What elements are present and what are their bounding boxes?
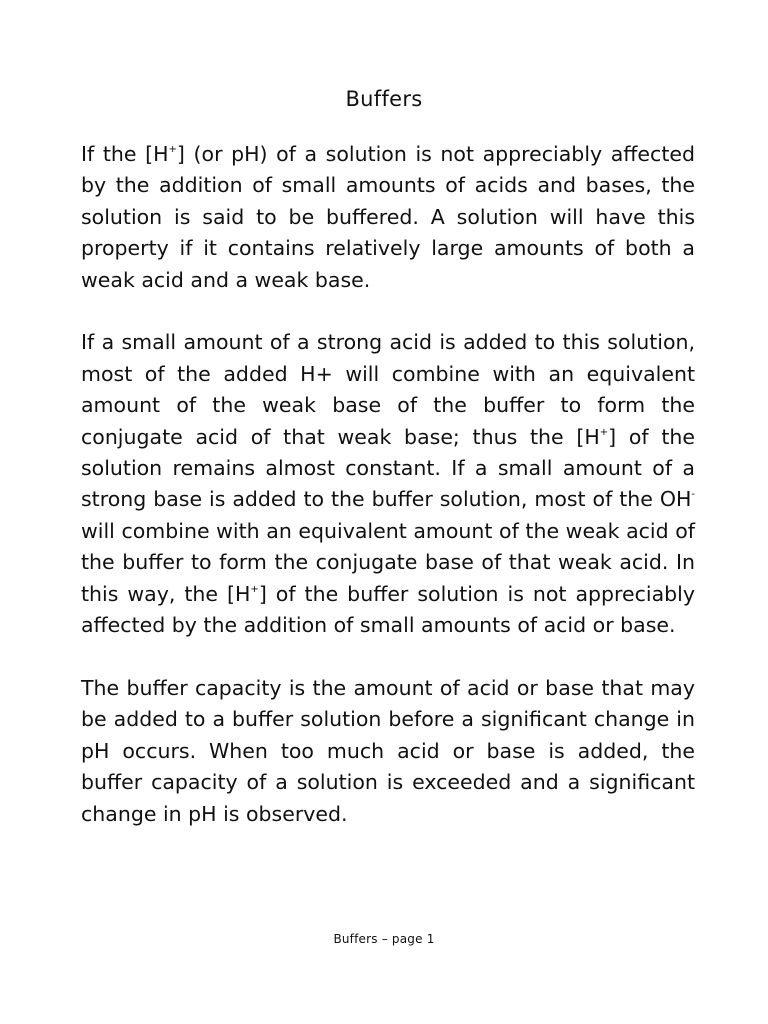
paragraph-definition [81,139,695,296]
text-segment: If the [H [81,142,169,166]
text-segment: The buffer capacity is the amount of acid or base that may be added to a buffer solution before a significant change in pH occurs. When too much acid or base is added, the buffer capacity of a solution is exceeded and a significant change in pH is observed. [81,675,695,826]
superscript-charge: + [250,583,259,595]
text-segment: ] of the solution remains almost constant. If a small amount of a strong base is added to the buffer solution, most of the OH [81,424,695,512]
paragraph-buffer-capacity [81,673,695,830]
text-segment: ] of the buffer solution is not appreciably affected by the addition of small amounts of acid or base. [81,581,695,638]
page-title: Buffers [345,87,423,111]
body-text [81,139,695,830]
text-segment: If a small amount of a strong acid is added to this solution, most of the added H+ will combine with an equivalent amount of the weak base of the buffer to form the conjugate acid of that weak base; thus the [H [81,330,695,449]
page-footer: Buffers – page 1 [333,932,435,946]
superscript-charge: + [599,426,609,438]
superscript-charge: + [168,144,177,155]
text-segment: ] (or pH) of a solution is not appreciably affected by the addition of small amounts of acids and bases, the solution is said to be buffered. A solution will have this property if it contains relatively large amounts of both a weak acid and a weak base. [81,142,695,292]
paragraph-mechanism [81,327,695,641]
superscript-charge: - [691,489,695,501]
text-segment: will combine with an equivalent amount of the weak acid of the buffer to form the conjugate base of that weak acid. In this way, the [H [81,518,695,606]
